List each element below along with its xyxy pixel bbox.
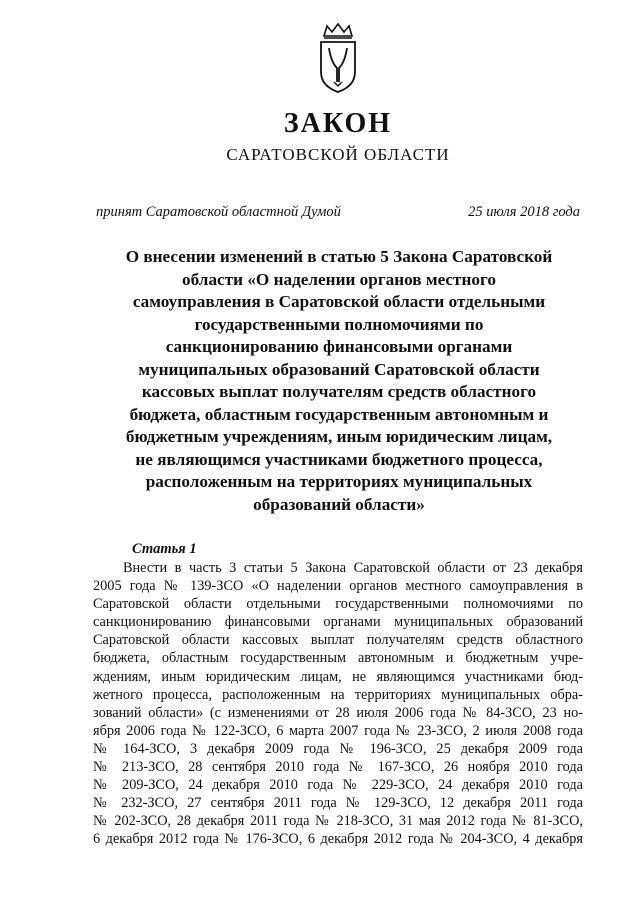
article-line: 2005 года № 139-ЗСО «О наделении органов местного самоуправления в xyxy=(93,578,583,595)
article-line: № 202-ЗСО, 28 декабря 2011 года № 218-ЗСО, 31 мая 2012 года № 81-ЗСО, xyxy=(93,813,583,830)
adopted-by-note: принят Саратовской областной Думой xyxy=(96,204,341,220)
article-title: Статья 1 xyxy=(132,541,197,557)
adoption-date: 25 июля 2018 года xyxy=(468,204,580,220)
article-line: № 209-ЗСО, 24 декабря 2010 года № 229-ЗСО, 24 декабря 2010 года xyxy=(93,777,583,794)
article-line: № 232-ЗСО, 27 сентября 2011 года № 129-ЗСО, 12 декабря 2011 года xyxy=(93,795,583,812)
article-line: Саратовской области кассовых выплат получателям средств областного xyxy=(93,632,583,649)
article-line: ября 2006 года № 122-ЗСО, 6 марта 2007 года № 23-ЗСО, 2 июля 2008 года xyxy=(93,722,583,739)
heading-line: не являющимся участниками бюджетного процесса, xyxy=(135,449,543,469)
article-line: санкционированию финансовыми органами муниципальных образований xyxy=(93,614,583,631)
heading-line: О внесении изменений в статью 5 Закона Саратовской xyxy=(125,247,553,266)
heading-line: расположенным на территориях муниципальных xyxy=(145,472,533,491)
article-body xyxy=(93,559,583,849)
article-line: бюджета, областным государственным автономным и бюджетным учре- xyxy=(93,650,583,667)
law-title: ЗАКОН xyxy=(283,108,393,139)
article-line: Внести в часть 3 статьи 5 Закона Саратовской области от 23 декабря xyxy=(123,560,583,576)
heading-line: бюджетным учреждениям, иным юридическим лицам, xyxy=(125,427,553,446)
article-line: зований области» (с изменениями от 28 июля 2006 года № 84-ЗСО, 23 но- xyxy=(93,704,583,721)
heading-line: государственными полномочиями по xyxy=(194,314,484,334)
region-subtitle: САРАТОВСКОЙ ОБЛАСТИ xyxy=(226,145,450,164)
article-line: 6 декабря 2012 года № 176-ЗСО, 6 декабря 2012 года № 204-ЗСО, 4 декабря xyxy=(93,831,583,848)
heading-line: образований области» xyxy=(253,494,425,514)
law-heading xyxy=(88,246,590,516)
heading-line: кассовых выплат получателям средств областного xyxy=(141,382,537,401)
article-line: ждениям, иным юридическим лицам, не являющимся участниками бюд- xyxy=(93,668,583,685)
heading-line: области «О наделении органов местного xyxy=(182,269,496,289)
saratov-coat-of-arms-icon xyxy=(318,22,358,94)
heading-line: санкционированию финансовыми органами xyxy=(165,337,513,356)
article-line: № 164-ЗСО, 3 декабря 2009 года № 196-ЗСО, 25 декабря 2009 года xyxy=(93,740,583,757)
heading-line: самоуправления в Саратовской области отдельными xyxy=(132,292,546,311)
heading-line: бюджета, областным государственным автономным и xyxy=(129,404,549,424)
article-line: жетного процесса, расположенным на территориях муниципальных обра- xyxy=(93,686,583,703)
article-line: Саратовской области отдельными государственными полномочиями по xyxy=(93,596,583,613)
heading-line: муниципальных образований Саратовской области xyxy=(138,359,540,379)
article-line: № 213-ЗСО, 28 сентября 2010 года № 167-ЗСО, 26 ноября 2010 года xyxy=(93,759,583,776)
